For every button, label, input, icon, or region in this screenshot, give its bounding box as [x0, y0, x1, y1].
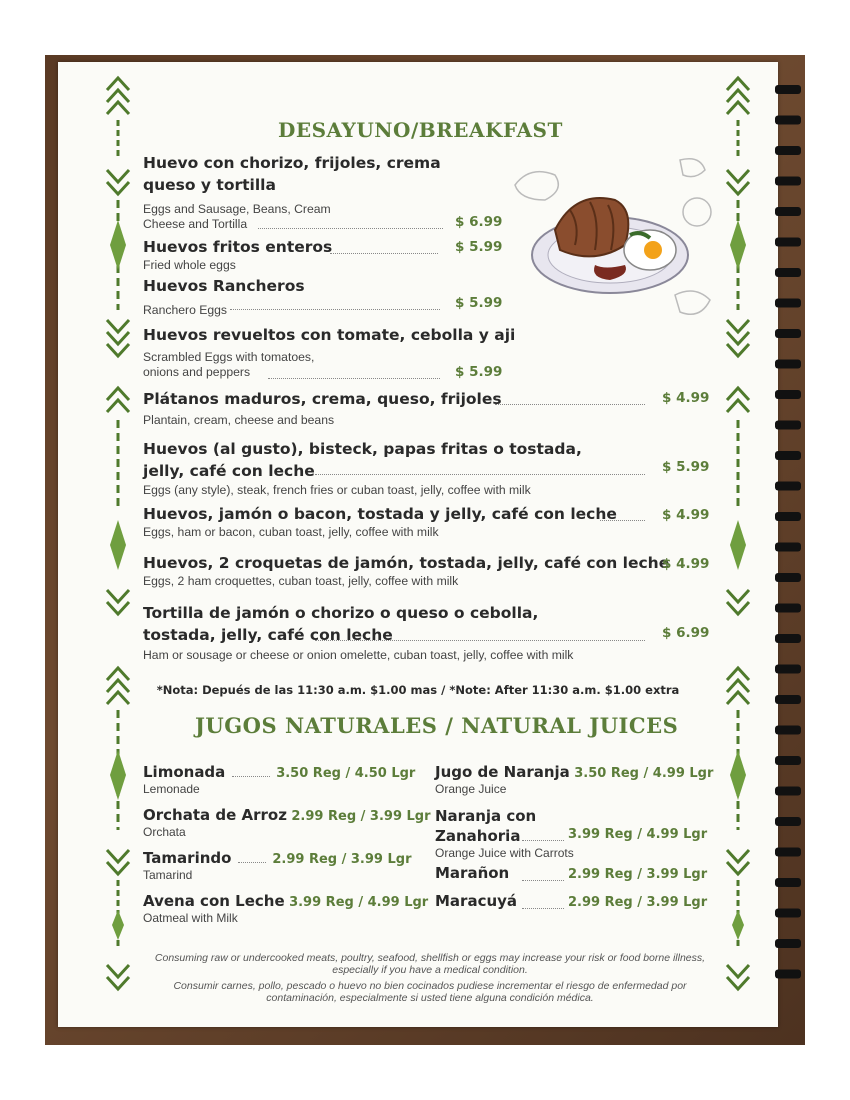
leader-dots [315, 474, 645, 475]
spiral-ring [775, 939, 801, 948]
juice-item [435, 892, 517, 911]
spiral-ring [775, 329, 801, 338]
juice-item [435, 864, 509, 883]
leader-dots [522, 908, 564, 909]
item-price: $ 5.99 [455, 239, 503, 255]
spiral-ring [775, 421, 801, 430]
spiral-ring [775, 756, 801, 765]
menu-item [143, 152, 443, 232]
item-desc: Scrambled Eggs with tomatoes, onions and peppers [143, 350, 315, 379]
menu-item [143, 552, 669, 589]
item-name: Huevos Rancheros [143, 277, 305, 295]
spiral-ring [775, 299, 801, 308]
spiral-ring [775, 787, 801, 796]
item-name: Huevos (al gusto), bisteck, papas fritas o tostada, jelly, café con leche [143, 440, 582, 480]
juice-price: 3.50 Reg / 4.99 Lgr [574, 766, 714, 781]
juice-item [435, 763, 713, 796]
leader-dots [258, 228, 443, 229]
juice-name: Avena con Leche [143, 892, 285, 910]
item-name: Tortilla de jamón o chorizo o queso o cebolla, tostada, jelly, café con leche [143, 604, 539, 644]
tribal-border-right-icon [723, 70, 753, 1000]
spiral-ring [775, 573, 801, 582]
spiral-binding-icon [775, 80, 805, 1000]
spiral-ring [775, 665, 801, 674]
menu-item [143, 503, 617, 540]
menu-item [143, 388, 502, 428]
item-desc: Eggs, 2 ham croquettes, cuban toast, jelly, coffee with milk [143, 574, 459, 588]
spiral-ring [775, 512, 801, 521]
breakfast-note: *Nota: Depués de las 11:30 a.m. $1.00 mas / *Note: After 11:30 a.m. $1.00 extra [156, 683, 680, 697]
spiral-ring [775, 116, 801, 125]
item-price: $ 4.99 [662, 390, 710, 406]
leader-dots [315, 640, 645, 641]
item-price: $ 5.99 [662, 459, 710, 475]
menu-item [143, 236, 332, 273]
leader-dots [230, 309, 440, 310]
spiral-ring [775, 85, 801, 94]
spiral-ring [775, 207, 801, 216]
juice-price: 2.99 Reg / 3.99 Lgr [272, 852, 412, 867]
juice-desc: Lemonade [143, 782, 200, 796]
spiral-ring [775, 268, 801, 277]
leader-dots [330, 253, 438, 254]
juice-desc: Orange Juice [435, 782, 507, 796]
spiral-ring [775, 238, 801, 247]
item-price: $ 5.99 [455, 295, 503, 311]
leader-dots [495, 404, 645, 405]
spiral-ring [775, 848, 801, 857]
spiral-ring [775, 604, 801, 613]
juice-item [143, 849, 411, 882]
item-price: $ 4.99 [662, 556, 710, 572]
tribal-border-left-icon [103, 70, 133, 1000]
spiral-ring [775, 360, 801, 369]
juice-price: 2.99 Reg / 3.99 Lgr [568, 867, 708, 882]
juice-desc: Oatmeal with Milk [143, 911, 238, 925]
juice-name: Tamarindo [143, 849, 232, 867]
spiral-ring [775, 543, 801, 552]
item-name: Huevo con chorizo, frijoles, crema queso y tortilla [143, 154, 441, 194]
juice-item [143, 763, 415, 796]
juice-name: Marañon [435, 864, 510, 882]
item-name: Plátanos maduros, crema, queso, frijoles [143, 390, 502, 408]
item-desc: Plantain, cream, cheese and beans [143, 413, 335, 427]
juice-item [143, 806, 431, 839]
juices-title: JUGOS NATURALES / NATURAL JUICES [195, 713, 679, 738]
spiral-ring [775, 695, 801, 704]
spiral-ring [775, 726, 801, 735]
juice-desc: Tamarind [143, 868, 193, 882]
spiral-ring [775, 451, 801, 460]
leader-dots [522, 880, 564, 881]
spiral-ring [775, 146, 801, 155]
spiral-ring [775, 970, 801, 979]
spiral-ring [775, 482, 801, 491]
item-desc: Ham or sousage or cheese or onion omelette, cuban toast, jelly, coffee with milk [143, 648, 574, 662]
juice-name: Jugo de Naranja [435, 763, 570, 781]
item-desc: Eggs, ham or bacon, cuban toast, jelly, coffee with milk [143, 525, 439, 539]
juice-price: 2.99 Reg / 3.99 Lgr [568, 895, 708, 910]
leader-dots [268, 378, 440, 379]
item-name: Huevos fritos enteros [143, 238, 333, 256]
spiral-ring [775, 634, 801, 643]
item-price: $ 4.99 [662, 507, 710, 523]
item-name: Huevos, jamón o bacon, tostada y jelly, café con leche [143, 505, 617, 523]
item-price: $ 6.99 [662, 625, 710, 641]
juice-name: Orchata de Arroz [143, 806, 287, 824]
item-desc: Eggs and Sausage, Beans, Cream Cheese and Tortilla [143, 202, 331, 231]
spiral-ring [775, 817, 801, 826]
item-name: Huevos revueltos con tomate, cebolla y aji [143, 326, 516, 344]
leader-dots [600, 520, 645, 521]
menu-item [143, 438, 583, 498]
item-name: Huevos, 2 croquetas de jamón, tostada, jelly, café con leche [143, 554, 670, 572]
item-price: $ 6.99 [455, 214, 503, 230]
item-desc: Eggs (any style), steak, french fries or cuban toast, jelly, coffee with milk [143, 483, 531, 497]
juice-price: 3.99 Reg / 4.99 Lgr [289, 895, 429, 910]
juice-item [143, 892, 428, 925]
item-desc: Ranchero Eggs [143, 303, 228, 317]
juice-price: 2.99 Reg / 3.99 Lgr [291, 809, 431, 824]
juice-name: Limonada [143, 763, 226, 781]
breakfast-plate-icon [505, 150, 720, 330]
item-desc: Fried whole eggs [143, 258, 236, 272]
juice-desc: Orange Juice with Carrots [435, 846, 574, 860]
juice-price: 3.50 Reg / 4.50 Lgr [276, 766, 416, 781]
disclaimer-english: Consuming raw or undercooked meats, poultry, seafood, shellfish or eggs may increase your risk or food borne illness, especially if you have a medical condition. [154, 952, 706, 976]
menu-item [143, 275, 305, 318]
juice-desc: Orchata [143, 825, 186, 839]
leader-dots [522, 840, 564, 841]
spiral-ring [775, 878, 801, 887]
menu-item [143, 602, 613, 663]
juice-price: 3.99 Reg / 4.99 Lgr [568, 827, 708, 842]
disclaimer-spanish: Consumir carnes, pollo, pescado o huevo no bien cocinados pudiese incrementar el riesgo de enfermedad por contaminación, especialmente si usted tiene alguna condición médica. [173, 980, 687, 1004]
spiral-ring [775, 390, 801, 399]
juice-name: Naranja con Zanahoria [435, 807, 537, 845]
breakfast-title: DESAYUNO/BREAKFAST [278, 118, 563, 142]
spiral-ring [775, 909, 801, 918]
item-price: $ 5.99 [455, 364, 503, 380]
juice-name: Maracuyá [435, 892, 518, 910]
spiral-ring [775, 177, 801, 186]
